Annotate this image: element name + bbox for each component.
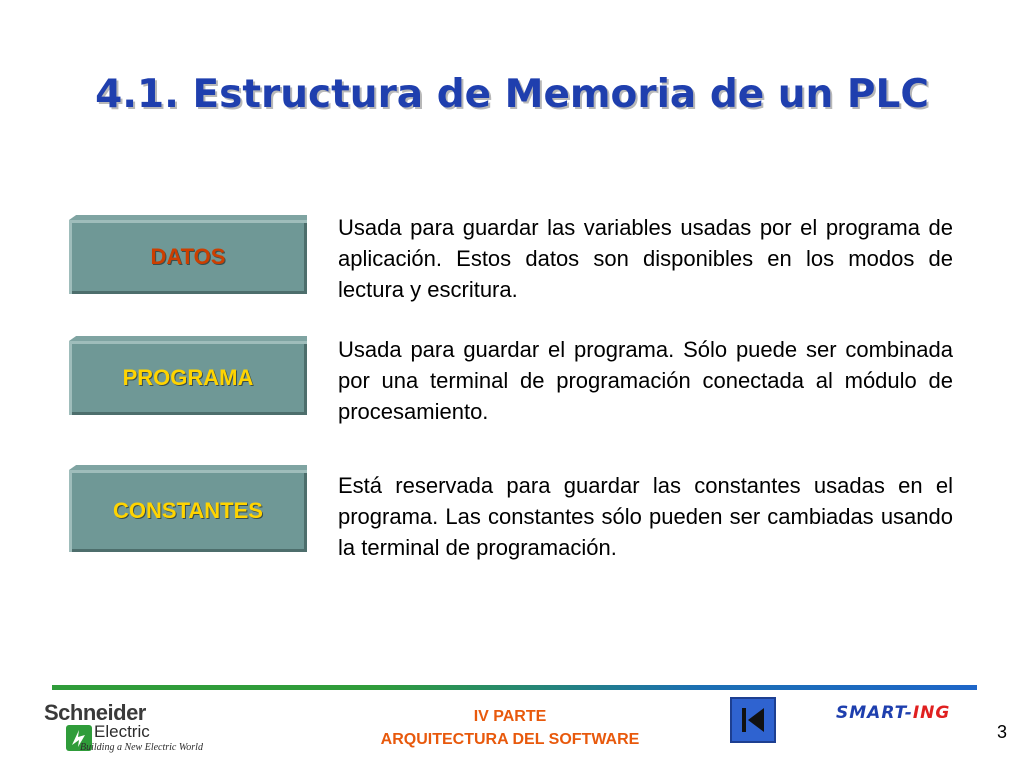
logo-name: Schneider <box>44 700 146 725</box>
constantes-description: Está reservada para guardar las constantes usadas en el programa. Las constantes sólo pueden ser cambiadas usando la terminal de programación. <box>338 473 953 560</box>
first-slide-icon <box>736 703 770 737</box>
footer-divider <box>52 685 977 690</box>
page-number: 3 <box>997 722 1008 742</box>
logo-sub: Electric <box>94 722 150 741</box>
smart-ing-logo <box>836 703 950 723</box>
footer-part: IV PARTE <box>473 708 547 725</box>
programa-box <box>69 341 307 415</box>
schneider-logo <box>44 700 244 756</box>
first-slide-button[interactable] <box>730 697 776 743</box>
programa-label: PROGRAMA <box>122 365 254 390</box>
logo-tagline: Building a New Electric World <box>80 742 203 753</box>
smart-ing-part1: SMART- <box>836 703 913 723</box>
slide-title: 4.1. Estructura de Memoria de un PLC <box>95 72 929 117</box>
programa-description: Usada para guardar el programa. Sólo puede ser combinada por una terminal de programación conectada al módulo de procesamiento. <box>338 337 953 424</box>
smart-ing-part2: ING <box>912 703 951 723</box>
datos-label: DATOS <box>150 244 226 269</box>
datos-box <box>69 220 307 294</box>
datos-description: Usada para guardar las variables usadas por el programa de aplicación. Estos datos son disponibles en los modos de lectura y escritura. <box>338 215 953 302</box>
footer-section: ARQUITECTURA DEL SOFTWARE <box>380 731 640 748</box>
constantes-box <box>69 470 307 552</box>
constantes-label: CONSTANTES <box>113 498 263 523</box>
